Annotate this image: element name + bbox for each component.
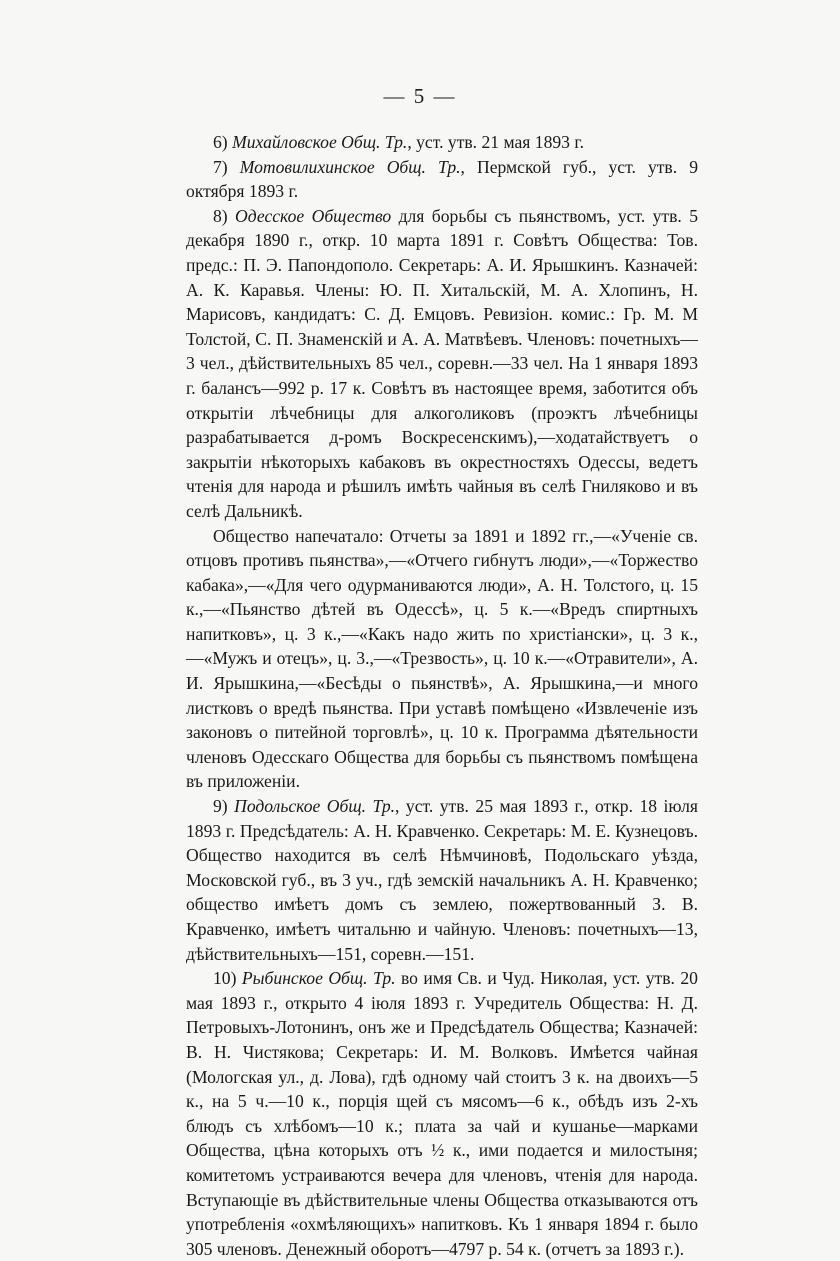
paragraph-body: для борьбы съ пьянствомъ, уст. утв. 5 декабря 1890 г., откр. 10 марта 1891 г. Совѣтъ Общества: Тов. предс.: П. Э. Папондополо. Секретарь: А. И. Ярышкинъ. Казначей: А. К. Каравья. Члены: Ю. П. Хитальскій, М. А. Хлопинъ, Н. Марисовъ, кандидатъ: С. Д. Емцовъ. Ревизіон. комис.: Гр. М. М Толстой, С. П. Знаменскій и А. А. Матвѣевъ. Членовъ: почетныхъ—3 чел., дѣйствительныхъ 85 чел., соревн.—33 чел. На 1 января 1893 г. балансъ—992 р. 17 к. Совѣтъ въ настоящее время, заботится объ открытіи лѣчебницы для алкоголиковъ (проэктъ лѣчебницы разрабатывается д-ромъ Воскресенскимъ),—ходатайствуетъ о закрытіи нѣкоторыхъ кабаковъ въ окрестностяхъ Одессы, ведетъ чтенія для народа и рѣшилъ имѣть чайныя въ селѣ Гниляково и въ селѣ Дальникѣ. xyxy=(186,205,698,521)
paragraph-item-10 xyxy=(186,966,698,1261)
paragraph-item-9 xyxy=(186,794,698,966)
text-column xyxy=(186,130,698,1261)
paragraph-body: во имя Св. и Чуд. Николая, уст. утв. 20 мая 1893 г., открыто 4 іюля 1893 г. Учредитель Общества: Н. Д. Петровыхъ-Лотонинъ, онъ же и Предсѣдатель Общества; Казначей: В. Н. Чистякова; Секретарь: И. М. Волковъ. Имѣется чайная (Мологская ул., д. Лова), гдѣ одному чай стоитъ 3 к. на двоихъ—5 к., на 5 ч.—10 к., порція щей съ мясомъ—6 к., обѣдъ изъ 2-хъ блюдъ съ хлѣбомъ—10 к.; плата за чай и кушанье—марками Общества, цѣна которыхъ отъ ½ к., ими подается и милостыня; комитетомъ устраиваются вечера для членовъ, чтенія для народа. Вступающіе въ дѣйствительные члены Общества отказываются отъ употребленія «охмѣляющихъ» напитковъ. Къ 1 января 1894 г. было 305 членовъ. Денежный оборотъ—4797 р. 54 к. (отчетъ за 1893 г.). xyxy=(186,968,698,1259)
paragraph-item-8 xyxy=(186,204,698,524)
paragraph-body: Общество напечатало: Отчеты за 1891 и 1892 гг.,—«Ученіе св. отцовъ противъ пьянства»,—«Отчего гибнутъ люди»,—«Торжество кабака»,—«Для чего одурманиваются люди», А. Н. Толстого, ц. 15 к.,—«Пьянство дѣтей въ Одессѣ», ц. 5 к.—«Вредъ спиртныхъ напитковъ», ц. 3 к.,—«Какъ надо жить по христіански», ц. 3 к.,—«Мужъ и отецъ», ц. 3.,—«Трезвость», ц. 10 к.—«Отравители», А. И. Ярышкина,—«Бесѣды о пьянствѣ», А. Ярышкина,—и много листковъ о вредѣ пьянства. При уставѣ помѣщено «Извлеченіе изъ законовъ о питейной торговлѣ», ц. 10 к. Программа дѣятельности членовъ Одесскаго Общества для борьбы съ пьянствомъ помѣщена въ приложеніи. xyxy=(186,525,698,792)
paragraph-body: , уст. утв. 21 мая 1893 г. xyxy=(407,132,585,152)
paragraph-body: , Пермской губ., уст. утв. 9 октября 1893 г. xyxy=(186,156,698,202)
society-name: Рыбинское Общ. Тр. xyxy=(241,968,396,989)
item-number: 8) xyxy=(213,205,228,226)
society-name: Одесское Общество xyxy=(235,205,392,226)
page-number: — 5 — xyxy=(383,84,457,108)
item-number: 9) xyxy=(213,796,228,817)
item-number: 6) xyxy=(213,132,228,152)
item-number: 7) xyxy=(213,156,228,177)
society-name: Михайловское Общ. Тр. xyxy=(232,132,408,152)
society-name: Мотовилихинское Общ. Тр. xyxy=(239,156,461,177)
paragraph-publications xyxy=(186,524,698,795)
society-name: Подольское Общ. Тр. xyxy=(234,796,396,817)
item-number: 10) xyxy=(213,968,237,989)
paragraph-item-6 xyxy=(186,130,698,155)
paragraph-body: , уст. утв. 25 мая 1893 г., откр. 18 іюля 1893 г. Предсѣдатель: А. Н. Кравченко. Секретарь: М. Е. Кузнецовъ. Общество находится въ селѣ Нѣмчиновѣ, Подольскаго уѣзда, Московской губ., въ 3 уч., гдѣ земскій начальникъ А. Н. Кравченко; общество имѣетъ домъ съ землею, пожертвованный З. В. Кравченко, имѣетъ читальню и чайную. Членовъ: почетныхъ—13, дѣйствительныхъ—151, соревн.—151. xyxy=(186,796,698,964)
paragraph-item-7 xyxy=(186,155,698,204)
